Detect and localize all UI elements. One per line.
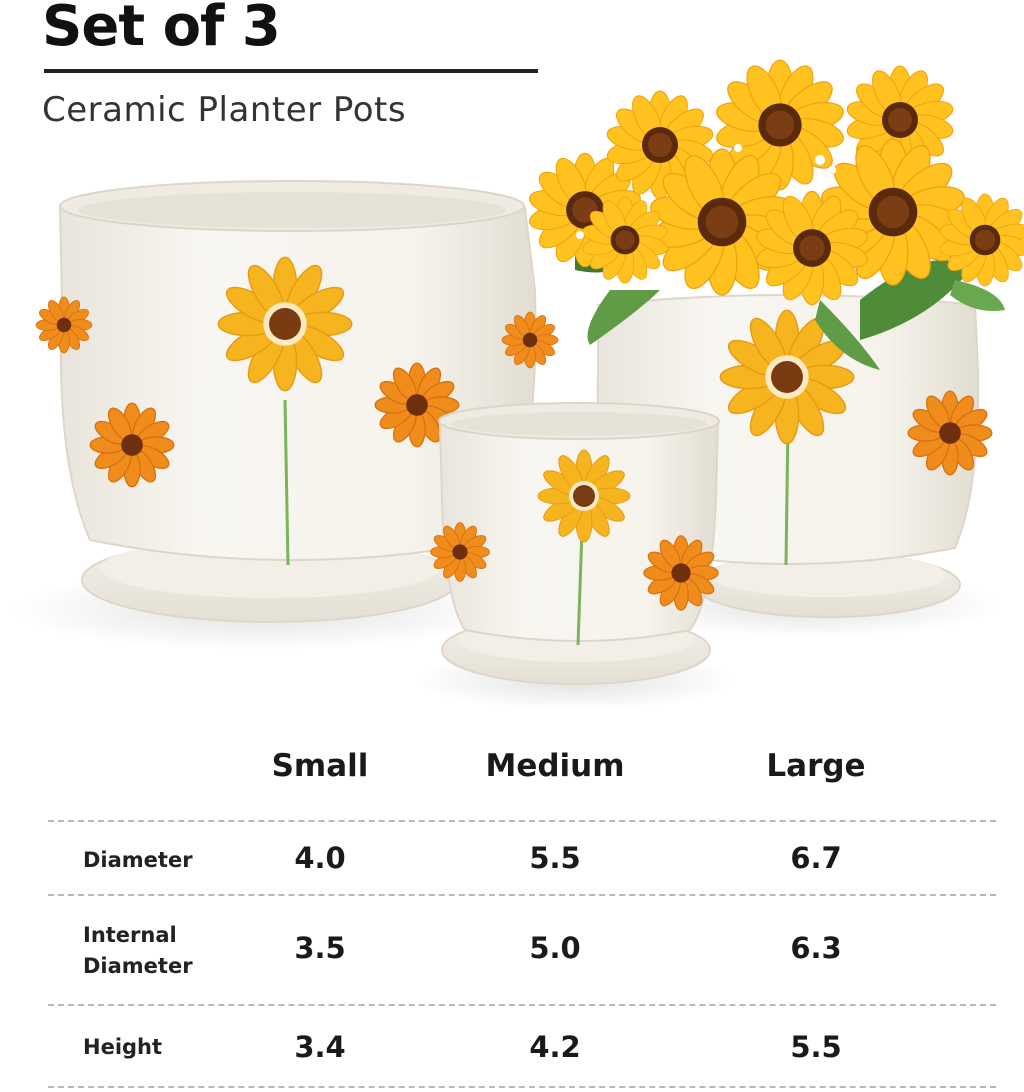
product-photo (0, 40, 1024, 740)
column-header-small: Small (271, 748, 369, 784)
cell-height-medium: 4.2 (529, 1030, 581, 1064)
page-subtitle: Ceramic Planter Pots (42, 90, 407, 130)
cell-diameter-small: 4.0 (294, 841, 346, 875)
column-header-medium: Medium (485, 748, 625, 784)
table-divider (48, 820, 996, 822)
row-label-internal-diameter: Internal Diameter (83, 923, 193, 978)
row-label-height: Height (83, 1035, 163, 1059)
table-divider (48, 1086, 996, 1088)
small-pot (431, 403, 719, 684)
cell-diameter-medium: 5.5 (529, 841, 581, 875)
cell-internal-diameter-medium: 5.0 (529, 931, 581, 965)
cell-internal-diameter-small: 3.5 (294, 931, 346, 965)
cell-internal-diameter-large: 6.3 (790, 931, 842, 965)
page-title: Set of 3 (42, 0, 280, 59)
table-divider (48, 894, 996, 896)
cell-diameter-large: 6.7 (790, 841, 842, 875)
row-label-diameter: Diameter (83, 848, 193, 872)
column-header-large: Large (766, 748, 866, 784)
cell-height-large: 5.5 (790, 1030, 842, 1064)
table-divider (48, 1004, 996, 1006)
cell-height-small: 3.4 (294, 1030, 346, 1064)
